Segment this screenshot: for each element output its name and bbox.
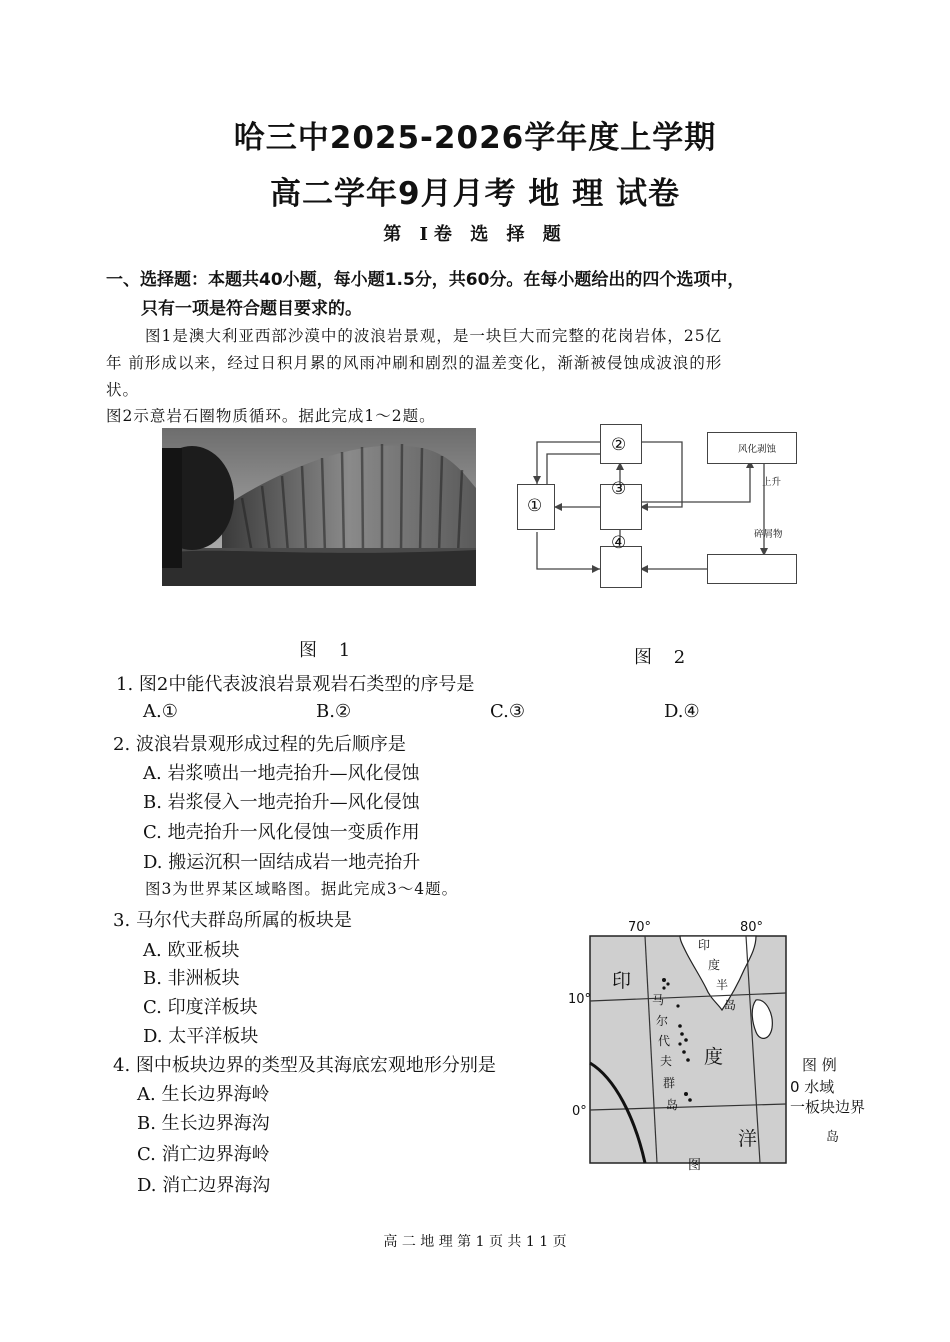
uplift-label: 上升 (762, 477, 782, 488)
map-legend-island: 岛 (826, 1130, 840, 1145)
peninsula-label-3: 半 (716, 978, 729, 992)
rock-cycle-diagram (512, 422, 802, 592)
q4-option-d: D. 消亡边界海沟 (137, 1175, 271, 1196)
page-footer: 高 二 地 理 第 1 页 共 1 1 页 (383, 1234, 567, 1250)
exam-title-line1: 哈三中2025-2026学年度上学期 (233, 120, 717, 156)
sediment-box (707, 554, 797, 584)
map-label-du: 度 (704, 1046, 724, 1068)
exam-title-line2: 高二学年9月月考 地 理 试卷 (270, 176, 680, 212)
sediment-label: 碎屑物 (754, 529, 783, 540)
q4-option-c: C. 消亡边界海岭 (137, 1144, 270, 1165)
q3-option-c: C. 印度洋板块 (143, 997, 258, 1018)
q1-option-d: D.④ (664, 701, 700, 722)
q1-option-b: B.② (316, 701, 352, 722)
maldives-label-1: 马 (652, 993, 665, 1007)
q1-option-a: A.① (143, 701, 178, 722)
map-legend-water: 0 水域 (790, 1078, 835, 1096)
peninsula-label-2: 度 (708, 958, 721, 972)
maldives-label-5: 群 (663, 1076, 676, 1090)
rock-node-3-label: ③ (611, 479, 627, 499)
map-label-yang: 洋 (738, 1128, 758, 1150)
figure3-caption: 图 (688, 1158, 702, 1173)
section-heading-line2: 只有一项是符合题目要求的。 (141, 299, 362, 319)
rock-node-4-label: ④ (611, 533, 627, 553)
maldives-label-6: 岛 (666, 1098, 679, 1112)
rock-node-2-label: ② (611, 435, 627, 455)
question-3-stem: 3. 马尔代夫群岛所属的板块是 (113, 910, 352, 931)
map-legend-title: 图 例 (802, 1056, 837, 1074)
intro-line2: 年 前形成以来，经过日积月累的风雨冲刷和剧烈的温差变化，渐渐被侵蚀成波浪的形 (106, 354, 723, 372)
q1-option-c: C.③ (490, 701, 525, 722)
map-legend-boundary: 一板块边界 (790, 1098, 866, 1116)
part-title: 第 I卷 选 择 题 (383, 224, 567, 245)
q2-option-c: C. 地壳抬升一风化侵蚀一变质作用 (143, 822, 420, 843)
peninsula-label-4: 岛 (724, 998, 737, 1012)
wave-rock-photo (162, 428, 476, 586)
intro-line1: 图1是澳大利亚西部沙漠中的波浪岩景观，是一块巨大而完整的花岗岩体，25亿 (145, 327, 723, 345)
intro-line3: 状。 (106, 381, 140, 399)
figure2-caption: 图 2 (634, 647, 694, 668)
region-map (560, 918, 790, 1173)
q3-option-d: D. 太平洋板块 (143, 1026, 259, 1047)
q2-option-a: A. 岩浆喷出一地壳抬升—风化侵蚀 (143, 763, 420, 784)
maldives-label-2: 尔 (656, 1014, 669, 1028)
section-heading-line1: 一、选择题：本题共40小题，每小题1.5分，共60分。在每小题给出的四个选项中， (106, 270, 745, 290)
q2-option-b: B. 岩浆侵入一地壳抬升—风化侵蚀 (143, 792, 420, 813)
intro-line4: 图2示意岩石圈物质循环。据此完成1～2题。 (106, 407, 436, 425)
map-label-yin: 印 (612, 970, 632, 992)
rock-node-1-label: ① (527, 496, 543, 516)
maldives-label-3: 代 (658, 1034, 671, 1048)
question-4-stem: 4. 图中板块边界的类型及其海底宏观地形分别是 (113, 1055, 496, 1076)
question-2-stem: 2. 波浪岩景观形成过程的先后顺序是 (113, 734, 406, 755)
q3-option-a: A. 欧亚板块 (143, 940, 240, 961)
maldives-label-4: 夫 (660, 1054, 673, 1068)
latitude-0-label: 0° (572, 1104, 587, 1119)
latitude-10-label: 10° (568, 992, 592, 1007)
weathering-label: 风化剥蚀 (738, 444, 777, 455)
longitude-70-label: 70° (628, 920, 652, 935)
q3-option-b: B. 非洲板块 (143, 968, 240, 989)
figure1-caption: 图 1 (299, 640, 359, 661)
question-1-stem: 1. 图2中能代表波浪岩景观岩石类型的序号是 (116, 674, 475, 695)
q4-option-b: B. 生长边界海沟 (137, 1113, 270, 1134)
longitude-80-label: 80° (740, 920, 764, 935)
peninsula-label-1: 印 (698, 938, 711, 952)
question-3-intro: 图3为世界某区域略图。据此完成3～4题。 (145, 880, 459, 898)
q2-option-d: D. 搬运沉积一固结成岩一地壳抬升 (143, 852, 421, 873)
q4-option-a: A. 生长边界海岭 (137, 1084, 270, 1105)
